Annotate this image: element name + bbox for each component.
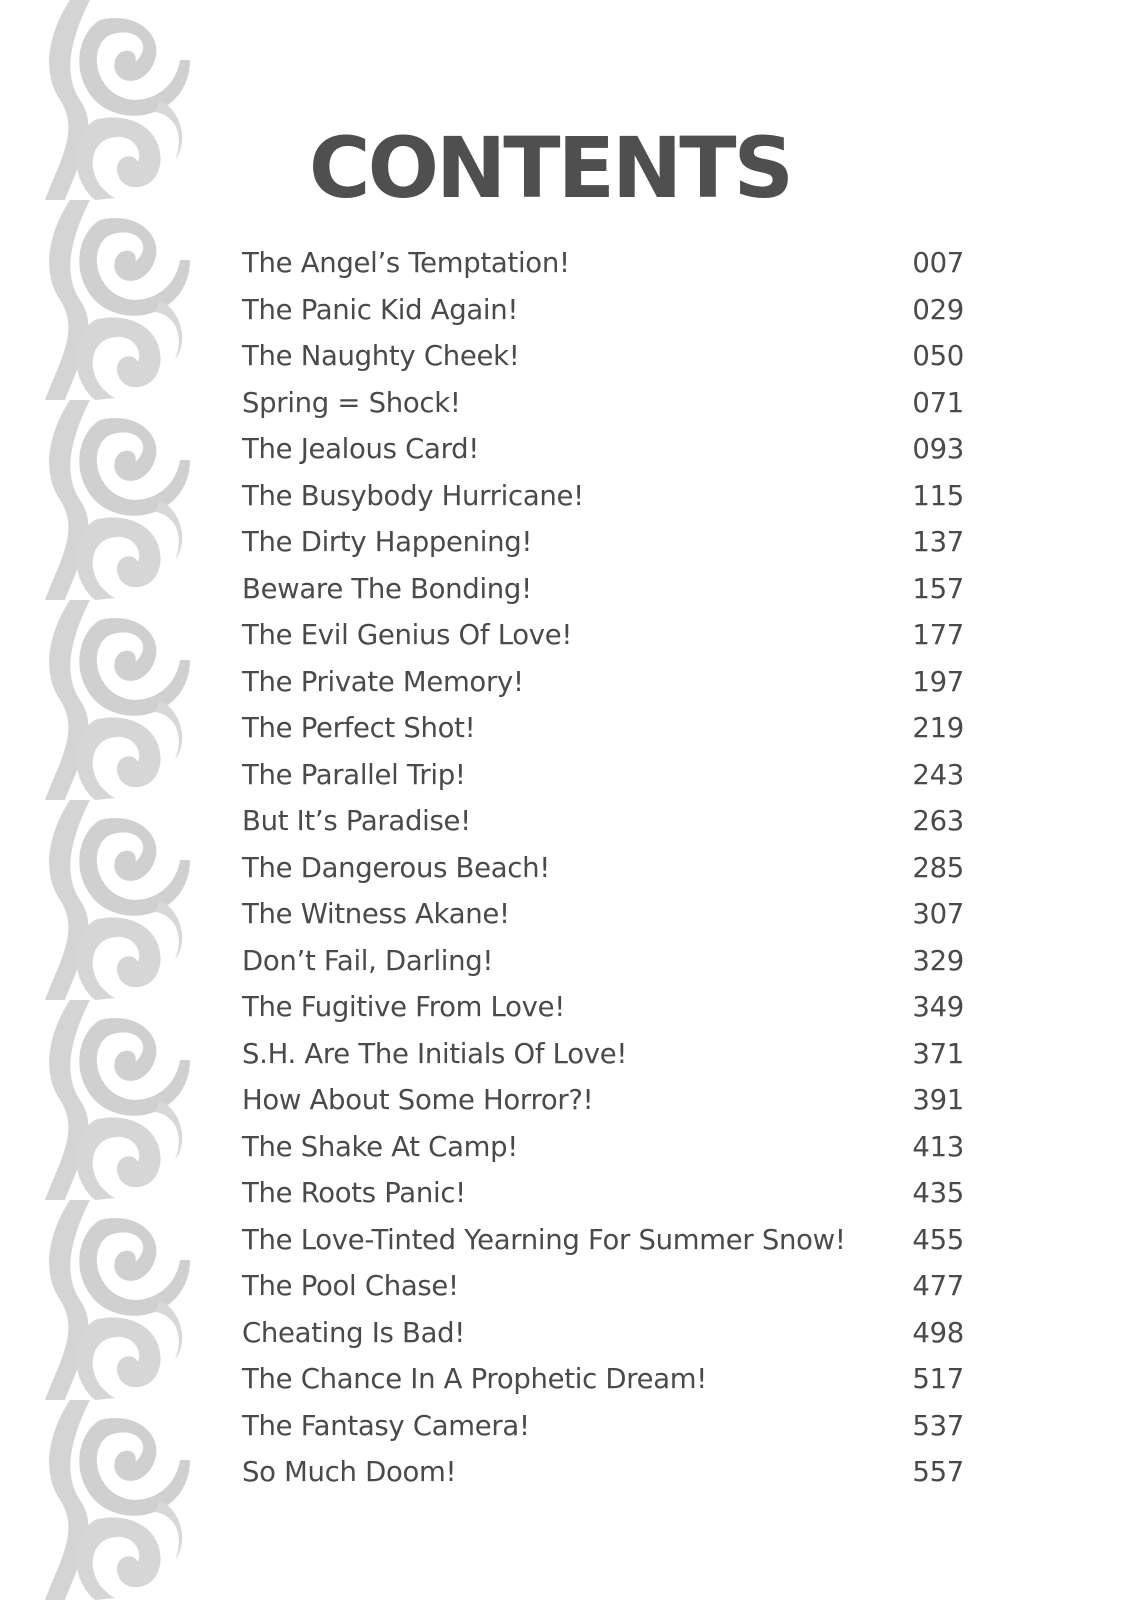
chapter-title: The Dangerous Beach! bbox=[242, 851, 550, 884]
chapter-title: The Naughty Cheek! bbox=[242, 340, 520, 373]
toc-entry bbox=[242, 1403, 964, 1450]
toc-entry bbox=[242, 798, 964, 845]
toc-entry bbox=[242, 287, 964, 334]
chapter-title: The Parallel Trip! bbox=[242, 758, 466, 791]
chapter-title: The Love-Tinted Yearning For Summer Snow! bbox=[242, 1223, 846, 1256]
page-number: 093 bbox=[912, 433, 964, 466]
toc-entry bbox=[242, 845, 964, 892]
toc-entry bbox=[242, 1031, 964, 1078]
page-number: 329 bbox=[912, 944, 964, 977]
page-number: 071 bbox=[912, 386, 964, 419]
chapter-title: The Jealous Card! bbox=[242, 433, 479, 466]
toc-entry bbox=[242, 612, 964, 659]
toc-entry bbox=[242, 566, 964, 613]
table-of-contents bbox=[242, 240, 964, 1496]
page-number: 455 bbox=[912, 1223, 964, 1256]
chapter-title: The Pool Chase! bbox=[242, 1270, 459, 1303]
toc-entry bbox=[242, 240, 964, 287]
chapter-title: So Much Doom! bbox=[242, 1456, 457, 1489]
page-number: 557 bbox=[912, 1456, 964, 1489]
page-number: 477 bbox=[912, 1270, 964, 1303]
chapter-title: The Roots Panic! bbox=[242, 1177, 466, 1210]
page-number: 537 bbox=[912, 1409, 964, 1442]
toc-entry bbox=[242, 1356, 964, 1403]
page-number: 435 bbox=[912, 1177, 964, 1210]
toc-entry bbox=[242, 705, 964, 752]
chapter-title: The Witness Akane! bbox=[242, 898, 510, 931]
page-number: 007 bbox=[912, 247, 964, 280]
chapter-title: Don’t Fail, Darling! bbox=[242, 944, 494, 977]
page-number: 413 bbox=[912, 1130, 964, 1163]
toc-entry bbox=[242, 473, 964, 520]
chapter-title: Beware The Bonding! bbox=[242, 572, 532, 605]
chapter-title: The Fugitive From Love! bbox=[242, 991, 565, 1024]
page-number: 177 bbox=[912, 619, 964, 652]
toc-entry bbox=[242, 1170, 964, 1217]
toc-entry bbox=[242, 984, 964, 1031]
toc-entry bbox=[242, 752, 964, 799]
chapter-title: The Evil Genius Of Love! bbox=[242, 619, 573, 652]
chapter-title: The Panic Kid Again! bbox=[242, 293, 519, 326]
chapter-title: The Private Memory! bbox=[242, 665, 524, 698]
toc-entry bbox=[242, 1449, 964, 1496]
chapter-title: How About Some Horror?! bbox=[242, 1084, 594, 1117]
chapter-title: S.H. Are The Initials Of Love! bbox=[242, 1037, 628, 1070]
page-number: 157 bbox=[912, 572, 964, 605]
page-number: 115 bbox=[912, 479, 964, 512]
page-number: 517 bbox=[912, 1363, 964, 1396]
chapter-title: The Dirty Happening! bbox=[242, 526, 533, 559]
page-number: 391 bbox=[912, 1084, 964, 1117]
toc-entry bbox=[242, 1124, 964, 1171]
page-number: 050 bbox=[912, 340, 964, 373]
chapter-title: Spring = Shock! bbox=[242, 386, 461, 419]
page-number: 349 bbox=[912, 991, 964, 1024]
page-number: 137 bbox=[912, 526, 964, 559]
decorative-border-ornament bbox=[40, 0, 190, 1600]
page-number: 285 bbox=[912, 851, 964, 884]
chapter-title: The Chance In A Prophetic Dream! bbox=[242, 1363, 707, 1396]
page-number: 219 bbox=[912, 712, 964, 745]
page-number: 243 bbox=[912, 758, 964, 791]
toc-entry bbox=[242, 938, 964, 985]
chapter-title: The Shake At Camp! bbox=[242, 1130, 519, 1163]
toc-entry bbox=[242, 891, 964, 938]
toc-entry bbox=[242, 380, 964, 427]
chapter-title: The Angel’s Temptation! bbox=[242, 247, 570, 280]
page-number: 263 bbox=[912, 805, 964, 838]
page-number: 029 bbox=[912, 293, 964, 326]
toc-entry bbox=[242, 519, 964, 566]
chapter-title: But It’s Paradise! bbox=[242, 805, 471, 838]
chapter-title: The Fantasy Camera! bbox=[242, 1409, 530, 1442]
toc-entry bbox=[242, 659, 964, 706]
toc-entry bbox=[242, 1263, 964, 1310]
toc-entry bbox=[242, 426, 964, 473]
toc-entry bbox=[242, 333, 964, 380]
page-number: 498 bbox=[912, 1316, 964, 1349]
toc-entry bbox=[242, 1310, 964, 1357]
chapter-title: The Perfect Shot! bbox=[242, 712, 476, 745]
page-title: CONTENTS bbox=[308, 119, 792, 217]
toc-entry bbox=[242, 1217, 964, 1264]
page-number: 197 bbox=[912, 665, 964, 698]
toc-entry bbox=[242, 1077, 964, 1124]
page-number: 307 bbox=[912, 898, 964, 931]
chapter-title: Cheating Is Bad! bbox=[242, 1316, 466, 1349]
chapter-title: The Busybody Hurricane! bbox=[242, 479, 584, 512]
page-number: 371 bbox=[912, 1037, 964, 1070]
